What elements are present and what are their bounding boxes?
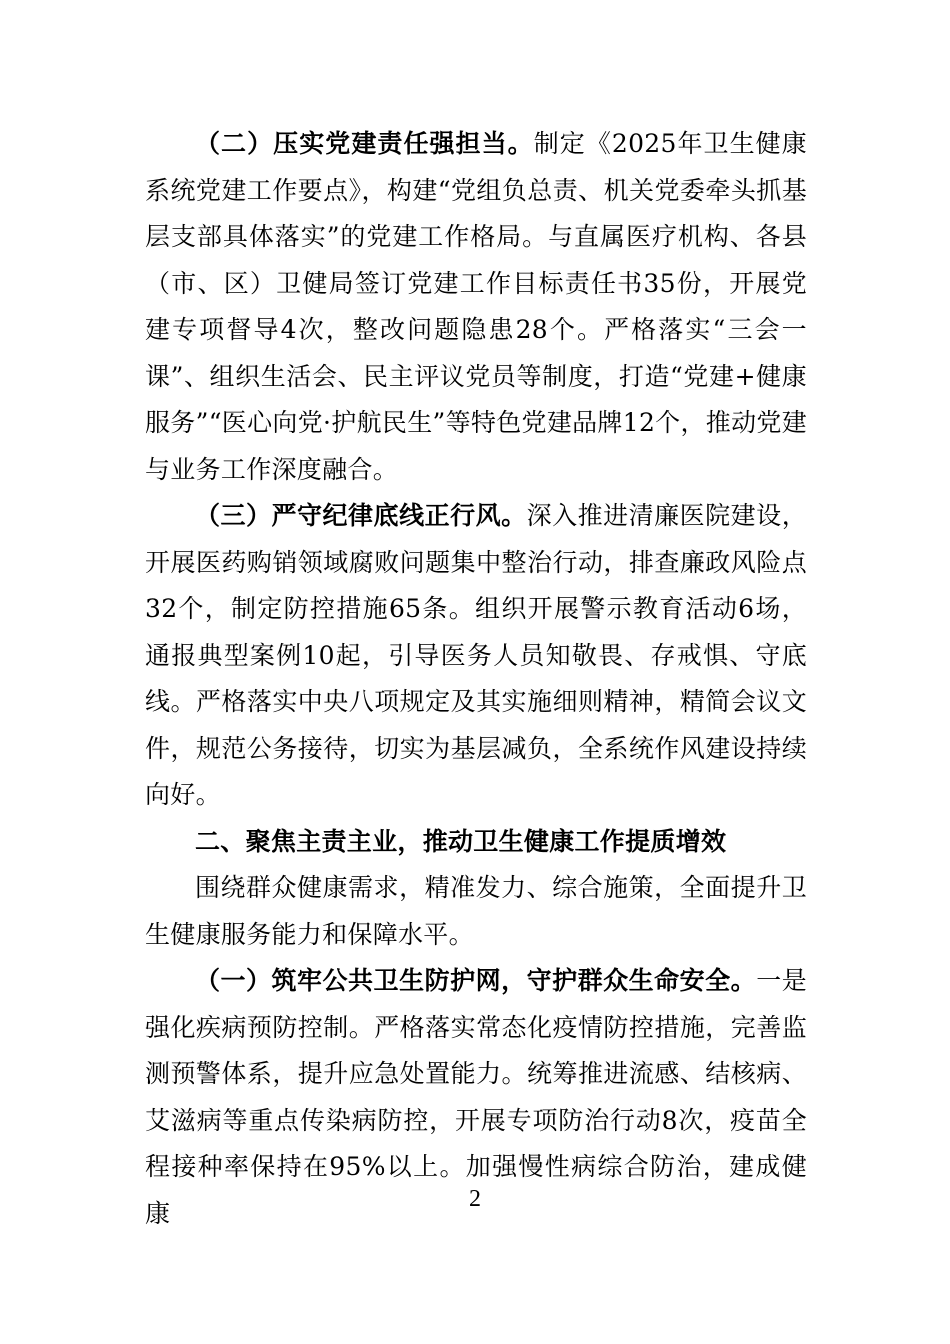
paragraph-lead: （一）筑牢公共卫生防护网，守护群众生命安全。 [195,966,757,995]
body-text [145,121,807,1237]
paragraph-body: 深入推进清廉医院建设，开展医药购销领域腐败问题集中整治行动，排查廉政风险点32个，制定防控措施65条。组织开展警示教育活动6场，通报典型案例10起，引导医务人员知敬畏、存戒惧、守底线。严格落实中央八项规定及其实施细则精神，精简会议文件，规范公务接待，切实为基层减负，全系统作风建设持续向好。 [145,501,807,809]
section-heading: 二、聚焦主责主业，推动卫生健康工作提质增效 [195,826,727,856]
paragraph-lead: （三）严守纪律底线正行风。 [195,501,527,530]
paragraph-lead: （二）压实党建责任强担当。 [195,129,534,158]
paragraph-body: 制定《2025年卫生健康系统党建工作要点》，构建“党组负总责、机关党委牵头抓基层支部具体落实”的党建工作格局。与直属医疗机构、各县（市、区）卫健局签订党建工作目标责任书35份，开展党建专项督导4次，整改问题隐患28个。严格落实“三会一课”、组织生活会、民主评议党员等制度，打造“党建+健康服务”“医心向党·护航民生”等特色党建品牌12个，推动党建与业务工作深度融合。 [145,129,807,484]
paragraph-body: 一是强化疾病预防控制。严格落实常态化疫情防控措施，完善监测预警体系，提升应急处置能力。统筹推进流感、结核病、艾滋病等重点传染病防控，开展专项防治行动8次，疫苗全程接种率保持在95%以上。加强慢性病综合防治，建成健康 [145,966,807,1228]
page-number: 2 [469,1186,481,1212]
paragraph-discipline [145,493,807,819]
section-intro: 围绕群众健康需求，精准发力、综合施策，全面提升卫生健康服务能力和保障水平。 [145,873,807,949]
paragraph-party-responsibility [145,121,807,493]
